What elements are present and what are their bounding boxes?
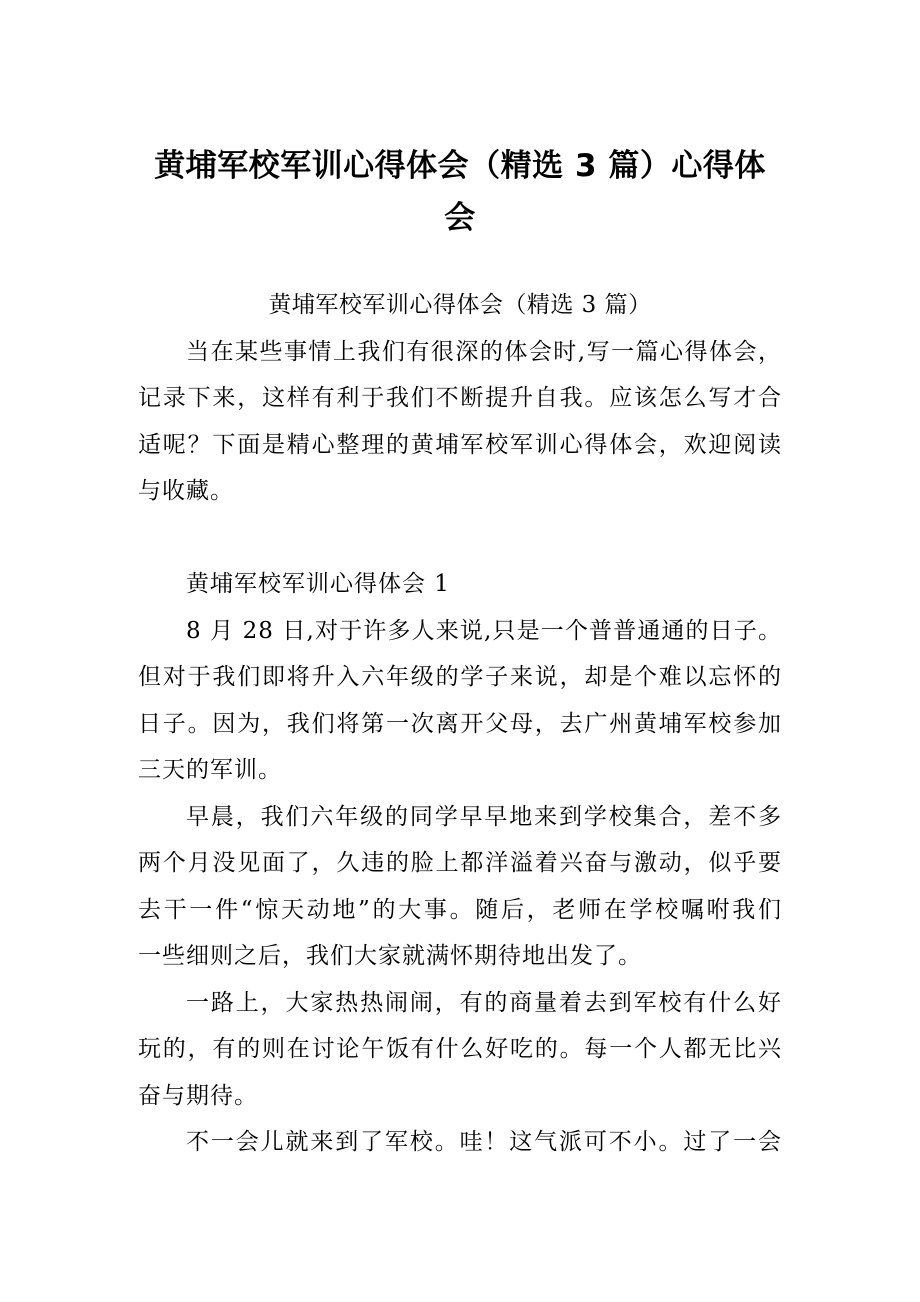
text-line: 与收藏。 — [138, 478, 234, 504]
text-line: 三天的军训。 — [138, 757, 282, 783]
text-line: 奋与期待。 — [138, 1082, 258, 1109]
text-line: 玩的，有的则在讨论午饭有什么好吃的。每一个人都无比兴 — [138, 1036, 782, 1062]
document-body — [138, 282, 782, 1166]
title-line-2: 会 — [444, 200, 476, 236]
text-line: 当在某些事情上我们有很深的体会时,写一篇心得体会， — [186, 338, 782, 365]
text-line: 但对于我们即将升入六年级的学子来说，却是个难以忘怀的 — [138, 664, 782, 690]
text-line: 两个月没见面了，久违的脸上都洋溢着兴奋与激动，似乎要 — [138, 850, 782, 876]
section-heading: 黄埔军校军训心得体会 1 — [186, 571, 450, 597]
intro-paragraph — [138, 329, 782, 515]
text-line: 早晨，我们六年级的同学早早地来到学校集合，差不多 — [186, 803, 782, 830]
body-paragraph-3 — [138, 980, 782, 1120]
document-title — [138, 140, 782, 244]
body-paragraph-1 — [138, 608, 782, 794]
body-paragraph-4 — [138, 1119, 782, 1166]
text-line: 不一会儿就来到了军校。哇！这气派可不小。过了一会 — [186, 1129, 782, 1155]
text-line: 去干一件“惊天动地”的大事。随后，老师在学校嘱咐我们 — [138, 896, 782, 923]
text-line: 日子。因为，我们将第一次离开父母，去广州黄埔军校参加 — [138, 710, 782, 737]
text-line: 一些细则之后，我们大家就满怀期待地出发了。 — [138, 943, 642, 969]
body-paragraph-2 — [138, 794, 782, 980]
title-line-1: 黄埔军校军训心得体会（精选 3 篇）心得体 — [154, 148, 766, 184]
paragraph-spacer — [138, 515, 782, 562]
document-subtitle: 黄埔军校军训心得体会（精选 3 篇） — [268, 292, 652, 318]
text-line: 记录下来，这样有利于我们不断提升自我。应该怎么写才合 — [138, 385, 782, 411]
text-line: 适呢？下面是精心整理的黄埔军校军训心得体会，欢迎阅读 — [138, 431, 782, 458]
text-line: 8 月 28 日,对于许多人来说,只是一个普普通通的日子。 — [186, 617, 782, 644]
text-line: 一路上，大家热热闹闹，有的商量着去到军校有什么好 — [186, 989, 782, 1016]
